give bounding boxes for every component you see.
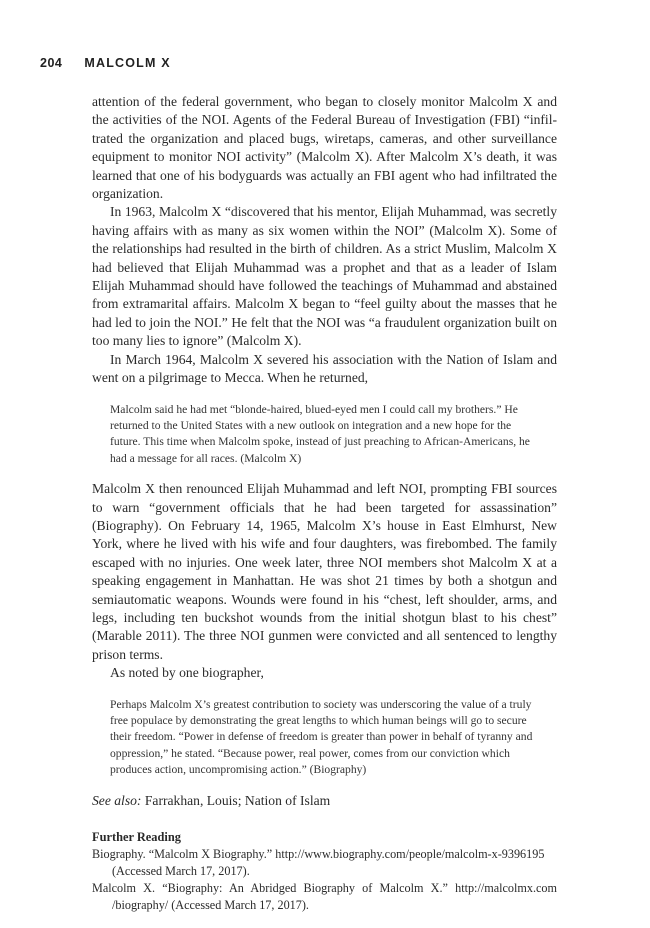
see-also <box>92 792 557 810</box>
running-header <box>40 56 171 70</box>
see-also-label: See also: <box>92 792 142 808</box>
block-quote <box>110 402 539 468</box>
running-title: MALCOLM X <box>84 56 171 70</box>
see-also-text: Farrakhan, Louis; Nation of Islam <box>141 792 331 808</box>
reference-entry: Malcolm X. “Biography: An Abridged Biography of Malcolm X.” http://malcolmx.com /biography/ (Accessed March 17, 2017). <box>92 881 557 913</box>
page-number: 204 <box>40 56 63 70</box>
block-quote-text: Perhaps Malcolm X’s greatest contribution to society was underscoring the value of a truly free populace by demonstrating the great lengths to which human beings will go to secure their freedom. “Power in defense of freedom is greater than power in behalf of tyranny and oppression,” he stated. “Because power, real power, comes from our conviction which produces action, uncompromising action.” (Biography) <box>110 697 533 777</box>
further-reading-heading: Further Reading <box>92 830 181 845</box>
paragraph: attention of the federal government, who began to closely monitor Malcolm X and the activities of the NOI. Agents of the Federal Bureau of Investigation (FBI) “infil-trated the organization and placed bugs, wiretaps, cameras, and other surveillance equipment to monitor NOI activity” (Malcolm X). After Malcolm X’s death, it was learned that one of his bodyguards was actually an FBI agent who had infiltrated the organization. <box>92 94 557 202</box>
body-text <box>92 93 557 914</box>
paragraph: As noted by one biographer, <box>110 665 264 681</box>
paragraph: Malcolm X then renounced Elijah Muhammad and left NOI, prompting FBI sources to warn “government officials that he had been targeted for assassination” (Biography). On February 14, 1965, Malcolm X’s house in East Elmhurst, New York, where he lived with his wife and four daughters, was firebombed. The family escaped with no injuries. One week later, three NOI members shot Malcolm X at a speaking engagement in Manhattan. He was shot 21 times by both a shotgun and semiautomatic weapons. Wounds were found in his “chest, left shoulder, arms, and legs, including ten buckshot wounds from the initial shotgun blast to his chest” (Marable 2011). The three NOI gunmen were convicted and all sentenced to lengthy prison terms. <box>92 481 557 662</box>
paragraph: In March 1964, Malcolm X severed his association with the Nation of Islam and went on a pilgrimage to Mecca. When he returned, <box>92 351 557 386</box>
paragraph: In 1963, Malcolm X “discovered that his mentor, Elijah Muhammad, was secretly having affairs with as many as six women within the NOI” (Malcolm X). Some of the relationships had resulted in the birth of children. As a strict Muslim, Malcolm X had believed that Elijah Muhammad was a prophet and that as a leader of Islam Elijah Muhammad should have followed the teachings of Muhammad and abstained from extramarital affairs. Malcolm X began to “feel guilty about the masses that he had led to join the NOI.” He felt that the NOI was “a fraudulent organization built on too many lies to ignore” (Malcolm X). <box>92 204 557 349</box>
reference-entry: Biography. “Malcolm X Biography.” http://www.biography.com/people/malcolm-x-9396195 (Accessed March 17, 2017). <box>92 847 545 879</box>
block-quote-text: Malcolm said he had met “blonde-haired, blued-eyed men I could call my brothers.” He returned to the United States with a new outlook on integration and a new hope for the future. This time when Malcolm spoke, instead of just preaching to African-Americans, he had a message for all races. (Malcolm X) <box>110 402 530 465</box>
block-quote <box>110 697 539 779</box>
